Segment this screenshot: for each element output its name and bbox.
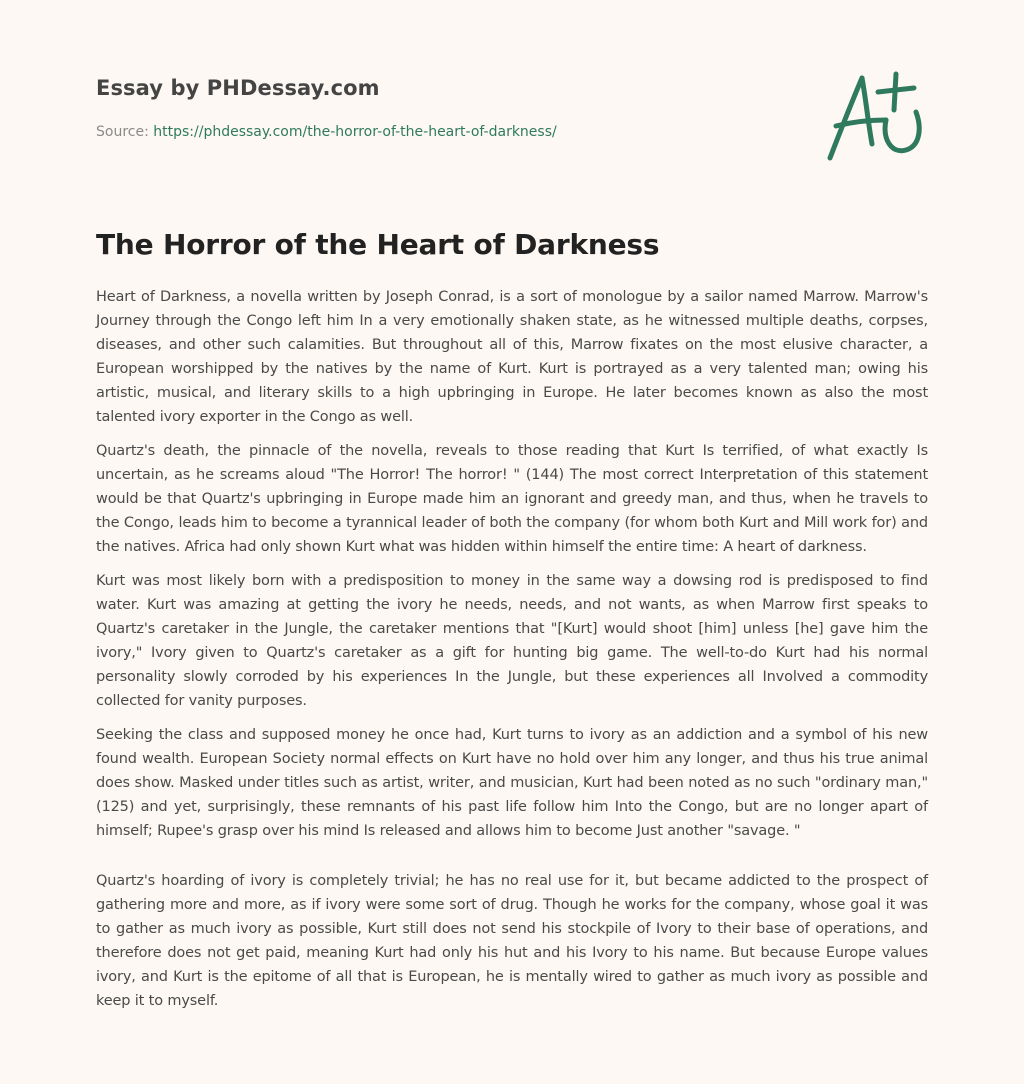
essay-paragraph: Seeking the class and supposed money he once had, Kurt turns to ivory as an addiction and a symbol of his new found wealth. European Society normal effects on Kurt have no hold over him any longer, and thus his true animal does show. Masked under titles such as artist, writer, and musician, Kurt had been noted as no such "ordinary man," (125) and yet, surprisingly, these remnants of his past life follow him Into the Congo, but are no longer apart of himself; Rupee's grasp over his mind Is released and allows him to become Just another "savage. " [96,727,928,839]
essay-paragraph: Quartz's death, the pinnacle of the novella, reveals to those reading that Kurt Is terrified, of what exactly Is uncertain, as he screams aloud "The Horror! The horror! " (144) The most correct Interpretation of this statement would be that Quartz's upbringing in Europe made him an ignorant and greedy man, and thus, when he travels to the Congo, leads him to become a tyrannical leader of both the company (for whom both Kurt and Mill work for) and the natives. Africa had only shown Kurt what was hidden within himself the entire time: A heart of darkness. [96,443,928,555]
essay-paragraph: Heart of Darkness, a novella written by Joseph Conrad, is a sort of monologue by a sailor named Marrow. Marrow's Journey through the Congo left him In a very emotionally shaken state, as he witnessed multiple deaths, corpses, diseases, and other such calamities. But throughout all of this, Marrow fixates on the most elusive character, a European worshipped by the natives by the name of Kurt. Kurt is portrayed as a very talented man; owing his artistic, musical, and literary skills to a high upbringing in Europe. He later becomes known as also the most talented ivory exporter in the Congo as well. [96,289,928,425]
source-line [96,124,557,140]
essay-paragraph: Quartz's hoarding of ivory is completely trivial; he has no real use for it, but became addicted to the prospect of gathering more and more, as if ivory were some sort of drug. Though he works for the company, whose goal it was to gather as much ivory as possible, Kurt still does not send his stockpile of Ivory to their base of operations, and therefore does not get paid, meaning Kurt had only his hut and his Ivory to his name. But because Europe values ivory, and Kurt is the epitome of all that is European, he is mentally wired to gather as much ivory as possible and keep it to myself. [96,873,928,1009]
essay-title: The Horror of the Heart of Darkness [96,228,660,261]
essay-body [96,285,928,1023]
essay-paragraph: Kurt was most likely born with a predisposition to money in the same way a dowsing rod is predisposed to find water. Kurt was amazing at getting the ivory he needs, needs, and not wants, as when Marrow first speaks to Quartz's caretaker in the Jungle, the caretaker mentions that "[Kurt] would shoot [him] unless [he] gave him the ivory," Ivory given to Quartz's caretaker as a gift for hunting big game. The well-to-do Kurt had his normal personality slowly corroded by his experiences In the Jungle, but these experiences all Involved a commodity collected for vanity purposes. [96,573,928,709]
source-link[interactable]: https://phdessay.com/the-horror-of-the-heart-of-darkness/ [153,124,557,140]
source-label: Source: [96,124,154,140]
a-plus-grade-icon [822,70,926,162]
site-title: Essay by PHDessay.com [96,76,380,100]
